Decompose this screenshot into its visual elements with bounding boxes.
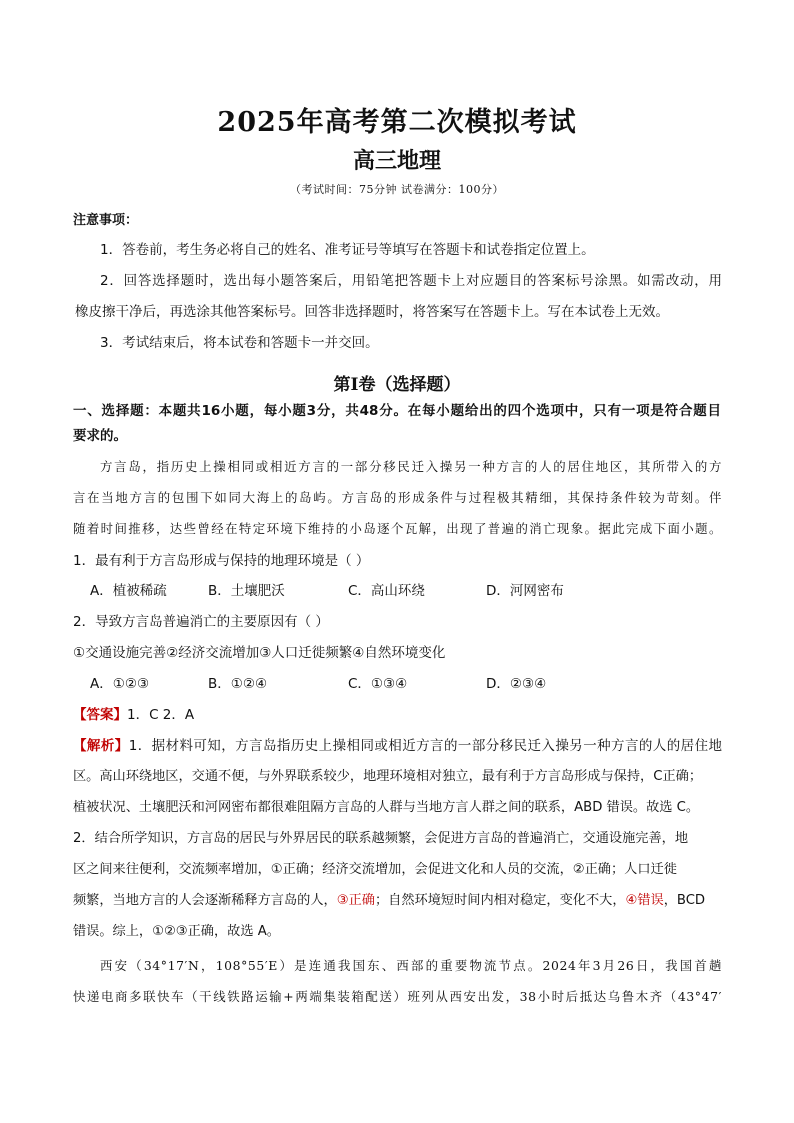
question-1-option-a: A．植被稀疏 — [90, 583, 167, 599]
answer-line — [73, 705, 194, 725]
question-1-option-c: C．高山环绕 — [348, 583, 425, 599]
analysis-line-5: 区之间来往便利，交流频率增加，①正确；经济交流增加，会促进文化和人员的交流，②正确；人口迁徙 — [73, 862, 677, 877]
analysis-label: 【解析】 — [73, 738, 129, 754]
analysis-mark-wrong-4: ④错误 — [625, 893, 664, 908]
passage1-line-1: 方言岛，指历史上操相同或相近方言的一部分移民迁入操另一种方言的人的居住地区，其所带入的方 — [100, 459, 722, 474]
analysis-text-6e: ，BCD — [663, 893, 706, 908]
passage1-line-3: 随着时间推移，达些曾经在特定环境下维持的小岛逐个瓦解，出现了普遍的消亡现象。据此完成下面小题。 — [73, 521, 722, 536]
exam-time-info: （考试时间：75分钟 试卷满分：100分） — [290, 183, 504, 196]
answer-text: 1．C 2．A — [127, 707, 195, 723]
notice-item-3: 3．考试结束后，将本试卷和答题卡一并交回。 — [100, 335, 379, 351]
analysis-line-7: 错误。综上，①②③正确，故选 A。 — [73, 924, 280, 939]
passage1-line-2: 言在当地方言的包围下如同大海上的岛屿。方言岛的形成条件与过程极其精细，其保持条件较为苛刻。伴 — [73, 490, 722, 505]
question-2-option-d: D．②③④ — [486, 676, 547, 692]
section-instruction-line-1: 一、选择题：本题共16小题，每小题3分，共48分。在每小题给出的四个选项中，只有一项是符合题目 — [73, 403, 721, 419]
question-2-stem: 2．导致方言岛普遍消亡的主要原因有（ ） — [73, 614, 329, 630]
question-1-option-b: B．土壤肥沃 — [208, 583, 285, 599]
notice-item-1: 1．答卷前，考生务必将自己的姓名、准考证号等填写在答题卡和试卷指定位置上。 — [100, 242, 595, 258]
question-2-option-c: C．①③④ — [348, 676, 408, 692]
question-2-factors: ①交通设施完善②经济交流增加③人口迁徙频繁④自然环境变化 — [73, 645, 446, 661]
analysis-text-6c: ；自然环境短时间内相对稳定，变化不大， — [374, 893, 626, 908]
question-2-option-a: A．①②③ — [90, 676, 150, 692]
analysis-mark-correct-3: ③正确 — [336, 893, 375, 908]
analysis-text-6a: 频繁，当地方言的人会逐渐稀释方言岛的人， — [73, 893, 337, 908]
section-instruction-line-2: 要求的。 — [73, 428, 127, 444]
analysis-line-3: 植被状况、土壤肥沃和河网密布都很难阻隔方言岛的人群与当地方言人群之间的联系，ABD 错误。故选 C。 — [73, 800, 700, 815]
notice-item-2-line-2: 橡皮擦干净后，再选涂其他答案标号。回答非选择题时，将答案写在答题卡上。写在本试卷上无效。 — [75, 304, 669, 320]
passage2-line-1: 西安（34°17′N，108°55′E）是连通我国东、西部的重要物流节点。2024年3月26日，我国首趟 — [100, 958, 722, 973]
analysis-line-1 — [73, 736, 722, 756]
analysis-text-1: 1．据材料可知，方言岛指历史上操相同或相近方言的一部分移民迁入操另一种方言的人的居住地 — [128, 738, 722, 754]
analysis-line-6 — [73, 891, 705, 911]
question-2-option-b: B．①②④ — [208, 676, 268, 692]
analysis-line-4: 2．结合所学知识，方言岛的居民与外界居民的联系越频繁，会促进方言岛的普遍消亡，交通设施完善，地 — [73, 831, 689, 846]
passage2-line-2: 快递电商多联快车（干线铁路运输+两端集装箱配送）班列从西安出发，38小时后抵达乌鲁木齐（43°47′ — [73, 989, 722, 1004]
exam-title: 2025年高考第二次模拟考试 — [217, 107, 577, 138]
section-title: 第Ⅰ卷（选择题） — [333, 375, 461, 395]
question-1-option-d: D．河网密布 — [486, 583, 564, 599]
notice-item-2-line-1: 2．回答选择题时，选出每小题答案后，用铅笔把答题卡上对应题目的答案标号涂黑。如需改动，用 — [100, 273, 722, 289]
answer-label: 【答案】 — [73, 707, 127, 723]
exam-subtitle: 高三地理 — [352, 148, 441, 174]
question-1-stem: 1．最有利于方言岛形成与保持的地理环境是（ ） — [73, 553, 370, 569]
analysis-line-2: 区。高山环绕地区，交通不便，与外界联系较少，地理环境相对独立，最有利于方言岛形成与保持，C正确； — [73, 769, 703, 784]
notice-heading: 注意事项： — [73, 213, 139, 228]
